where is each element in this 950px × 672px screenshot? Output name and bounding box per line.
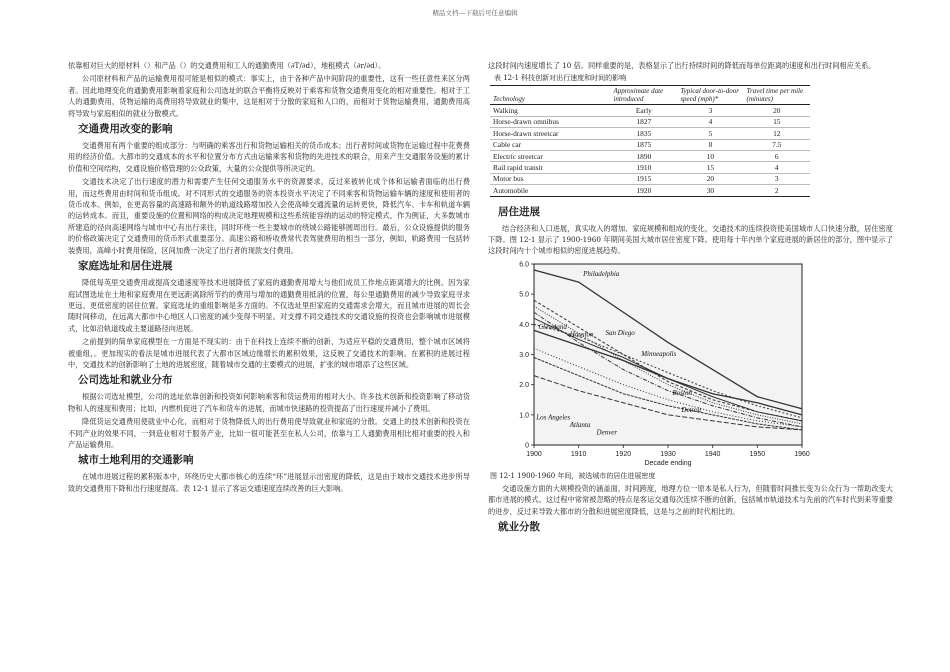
table-cell: Cable car: [490, 139, 610, 150]
table-cell: 4: [677, 116, 743, 127]
section-heading: 就业分散: [498, 520, 540, 533]
table-cell: 3: [677, 105, 743, 116]
x-tick-label: 1950: [749, 450, 766, 458]
paragraph: 在城市进展过程的累积版本中，环绕历史大都市核心的连续“环”进展显示出密度的降低，这是由于城市交通技术进步所导致的交通费用下降和出行速度提高。表 12-1 显示了客运交通速度连续改善的巨大影响。: [68, 472, 470, 493]
density-chart: [508, 260, 808, 467]
table-cell: 30: [677, 185, 743, 196]
table-header: Approximate date introduced: [610, 86, 677, 105]
series-label: Houston: [569, 330, 594, 339]
y-tick-label: 6.0: [519, 261, 529, 269]
paragraph: 交通设施方面的大规模投资的涵盖面，时间跨度，地理方位一原本是私人行为，但随着时间推长变为公众行为一帮助改变大都市进展的模式。这过程中常常被忽略的特点是客运交通每次连续不断的创新，包括城市轨道技术与先前的汽车时代到来等重要的进步，反过来导致大都市的分散和进展密度降低，这是与之前的时代相比的。: [488, 483, 893, 516]
table-row: [490, 150, 810, 161]
series-label: Los Angeles: [536, 413, 571, 422]
paragraph: 这段时间内速度增长了 10 倍。同样重要的是，表格显示了出行持续时间的降低而每单位距离的速度和出行时间相应关系。: [488, 61, 876, 70]
paragraph: 结合经济和人口进展，真实收入的增加、家庭规模和组成的变化，交通技术的连续投资使美国城市人口快速分散，居住密度下降。图 12-1 显示了 1900-1960 年期间美国大城市居住密度下降。使用每十年内单个家庭进展的新居住的部分，图中显示了这段时间内十个城市相似的密度进展趋势。: [488, 223, 893, 256]
y-tick-label: 1.0: [519, 412, 529, 420]
table-cell: 6: [744, 150, 810, 161]
x-tick-label: 1940: [704, 450, 721, 458]
table-row: [490, 185, 810, 196]
table-cell: 15: [677, 162, 743, 173]
table-cell: 2: [744, 185, 810, 196]
section-heading: 家庭选址和居住进展: [78, 260, 173, 273]
table-header: Technology: [490, 86, 610, 105]
table-cell: 1875: [610, 139, 677, 150]
series-label: Detroit: [681, 405, 702, 414]
x-tick-label: 1910: [570, 450, 587, 458]
left-column: [68, 60, 470, 496]
table-row: [490, 128, 810, 139]
table-cell: 1920: [610, 185, 677, 196]
table-row: [490, 173, 810, 184]
series-label: Minneapolis: [641, 349, 677, 358]
y-tick-label: 5.0: [519, 291, 529, 299]
paragraph: 之前提到的简单家庭模型在一方面是不现实的：由于在科技上连续不断的创新，为适应平稳的交通费用，整个城市区域将被重组，。更加现实的看法是城市进展代表了大都市区域边缘增长的累积效果，这反映了交通技术的影响。在累积的进展过程中，交通技术的创新影响了土地的进展密度，随着城市交通的主要模式的进展，扩张的城市增添了这些区域。: [68, 337, 470, 369]
table-cell: 10: [677, 150, 743, 161]
table-cell: 1910: [610, 162, 677, 173]
technology-table: [490, 85, 810, 196]
table-cell: Horse-drawn omnibus: [490, 116, 610, 127]
table-row: [490, 116, 810, 127]
x-tick-label: 1930: [660, 450, 676, 458]
y-tick-label: 0: [525, 442, 529, 450]
table-cell: 1835: [610, 128, 677, 139]
table-cell: 12: [744, 128, 810, 139]
table-cell: Rail rapid transit: [490, 162, 610, 173]
table-header: Typical door-to-door speed (mph)*: [677, 86, 743, 105]
right-column: [488, 60, 893, 538]
x-tick-label: 1960: [794, 450, 810, 458]
table-cell: 4: [744, 162, 810, 173]
table-cell: 20: [677, 173, 743, 184]
series-label: Cleveland: [538, 322, 567, 331]
table-row: [490, 105, 810, 116]
table-cell: 1827: [610, 116, 677, 127]
series-label: Atlanta: [569, 420, 591, 429]
section-heading: 城市土地利用的交通影响: [78, 454, 194, 467]
page-header: 精品文档---下载后可任意编辑: [432, 9, 518, 17]
table-cell: Horse-drawn streetcar: [490, 128, 610, 139]
series-label: Philadelphia: [583, 269, 620, 278]
paragraph: 交通技术决定了出行速度的潜力和需要产生任何交通服务水平的资源要求，反过来被转化成个体和运输者面临的出行费用，而这些费用由时间和货币组成。对不同形式的交通服务的资本投资水平决定了不同乘客和货物运输车辆的速度和使用者的货币成本。例如，在更高容量的高速路和额外的轨道线路增加投入会使高峰交通流量的运转更快，降低汽车、卡车和轨道车辆的运转成本。而且，重要设施的位置和网络的构成决定地理规模和这些系统能容纳的运动的特定模式，作为例证，大多数城市所建造的径向高速网络与城市中心有出行来往，同时环绕一些主要城市的绕城公路能够圆周出行。最后，公众设施提供的服务的价格政策决定了交通费用的货币形式重要部分。高速公路和桥收费常代表驾驶费用的相当一部分，例如，轨路费用一包括转装费用，高峰小时费用保险，区间加费一决定了出行者的现款支付费用。: [68, 177, 470, 255]
table-cell: 3: [744, 173, 810, 184]
section-heading: 交通费用改变的影响: [78, 123, 173, 136]
figure-caption: 图 12-1 1900-1960 年间，被选城市的居住进展密度: [490, 471, 656, 480]
table-cell: 7.5: [744, 139, 810, 150]
y-tick-label: 2.0: [519, 381, 529, 389]
y-tick-label: 4.0: [519, 321, 529, 329]
paragraph: 降低每英里交通费用或提高交通速度等技术进展降低了家庭的通勤费用增大与他们成员工作地点距离增大的比例。因为家庭试图选址在土地和家庭费用在更远距离除所节约的费用与增加的通勤费用抵消的位置，每公里通勤费用的减少导致家庭寻求更远、更低密度的居住位置。家庭选址的重组影响是多方面的。不仅选址里担家庭的交通需求会增大，而且城市进展的周长会随时间移动，在远离大都市中心地区人口密度的减少变得不明显。对支撑不同交通技术的交通设施的投资也会影响城市进展模式，比如沿轨道线或主要道路径向进展。: [68, 278, 470, 333]
paragraph: 交通费用有两个重要的组成部分：与明确的乘客出行和货物运输相关的货币成本；出行者时间或货物在运输过程中花费费用的经济价值。大都市的交通成本的水平和位置分布方式由运输乘客和货物的先进技术的联合，用来产生交通服务设施的累计价值和空间结构，交通设施价格管理的公众政策，大量的公众提供等所决定的。: [68, 141, 470, 173]
section-heading: 居住进展: [498, 205, 540, 218]
table-cell: Electric streetcar: [490, 150, 610, 161]
table-row: [490, 162, 810, 173]
table-row: [490, 139, 810, 150]
table-caption: 表 12-1 科技创新对出行速度和时间的影响: [494, 74, 627, 83]
paragraph: 降低货运交通费用使就业中心化，而相对于货物降低人的出行费用使导致就业和家庭的分散。交通上的技术创新和投资在不同产业的效果不同，一到造业相对于服务产业，比如一很可能甚至在私人公司，依靠与工人通勤费用相比相对重要的投入和产品运输费用。: [68, 417, 470, 449]
table-cell: 20: [744, 105, 810, 116]
table-header: Travel time per mile (minutes): [744, 86, 810, 105]
table-cell: 8: [677, 139, 743, 150]
x-axis-label: Decade ending: [644, 459, 692, 467]
chart-svg: [508, 260, 808, 467]
table-cell: Walking: [490, 105, 610, 116]
paragraph: 依靠相对巨大的原材料（）和产品（）的交通费用和工人的通勤费用（∂T/∂d），地租模式（∂r/∂d）。: [68, 61, 386, 70]
table-cell: 1915: [610, 173, 677, 184]
y-tick-label: 3.0: [519, 351, 529, 359]
table-cell: Motor bus: [490, 173, 610, 184]
section-heading: 公司选址和就业分布: [78, 374, 173, 387]
table-cell: 5: [677, 128, 743, 139]
series-label: Boston: [672, 388, 692, 397]
paragraph: 根据公司选址模型，公司的选址依靠创新和投资如何影响乘客和货运费用的相对大小。许多技术创新和投资影响了移动货物和人的速度和费用；比如，内燃机促进了汽车和货车的进展，而城市快速路的投资提高了出行速度并减小了费用。: [68, 392, 470, 413]
series-label: Denver: [596, 428, 618, 437]
table-cell: Early: [610, 105, 677, 116]
x-tick-label: 1900: [526, 450, 542, 458]
series-label: San Diego: [605, 328, 635, 337]
table-cell: Automobile: [490, 185, 610, 196]
paragraph: 公司原材料和产品的运输费用很可能是相似的模式：事实上，由于各种产品中间阶段的重要性，这有一些任意性来区分两者。因此地理变化的通勤费用影响着家庭和公司选址的联合平衡将反映对于乘客和货物交通费用变化的相对重要性。相对于工人的通勤费用，货物运输的高费用将导致就业的集中，这是相对于分散的家庭和人口的，而相对于货物运输费用，通勤费用高将导致与家庭相似的就业分散模式。: [68, 74, 470, 118]
table-cell: 1890: [610, 150, 677, 161]
x-tick-label: 1920: [615, 450, 632, 458]
table-cell: 15: [744, 116, 810, 127]
